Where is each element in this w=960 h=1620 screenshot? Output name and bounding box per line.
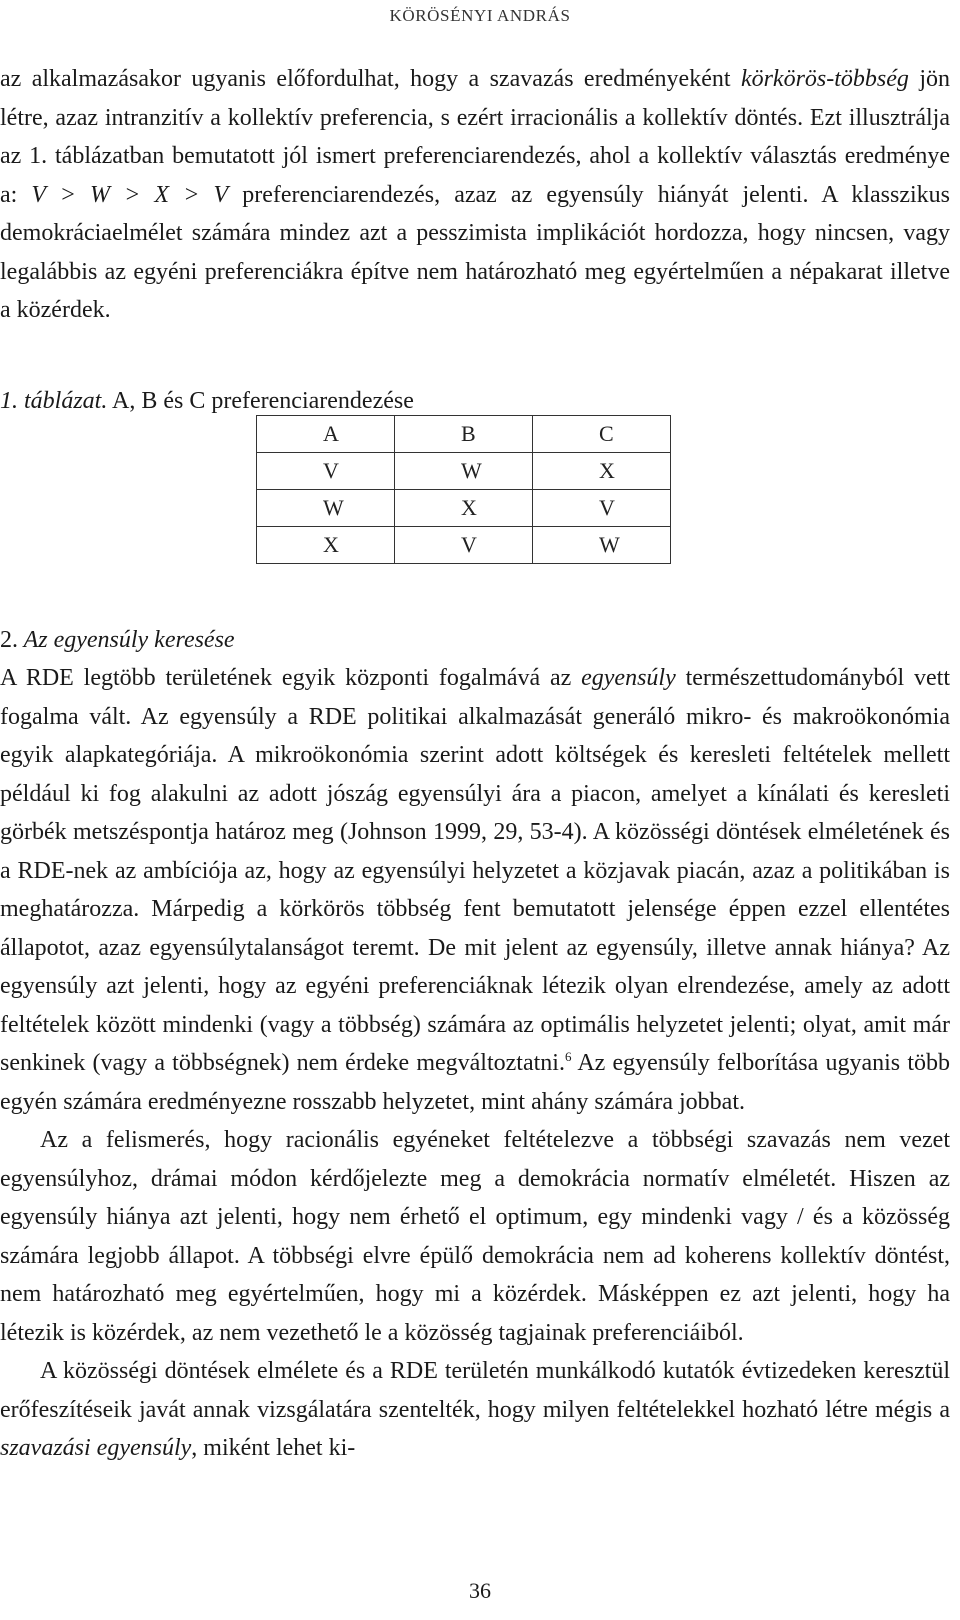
table-header-cell: B xyxy=(395,416,533,453)
emphasis: körkörös-többség xyxy=(740,66,909,92)
emphasis: szavazási egyensúly xyxy=(0,1435,192,1461)
table-header-cell: A xyxy=(257,416,395,453)
paragraph-research xyxy=(0,1352,950,1468)
body-text xyxy=(0,659,950,1468)
page-number: 36 xyxy=(469,1578,491,1603)
table-row xyxy=(257,453,671,490)
preference-order: V > W > X > V xyxy=(31,181,229,208)
preference-table xyxy=(256,415,671,564)
table-row xyxy=(257,490,671,527)
table-cell: W xyxy=(395,453,533,490)
footnote-ref[interactable]: 6 xyxy=(564,1049,572,1064)
text: A közösségi döntések elmélete és a RDE területén munkálkodó kutatók évtizedeken keresztül erőfeszítéseik javát annak vizsgálatára szentelték, hogy milyen feltételekkel hozható létre mégis a xyxy=(0,1358,950,1423)
table-cell: V xyxy=(395,527,533,564)
table-header-cell: C xyxy=(533,416,671,453)
paragraph-recognition: Az a felismerés, hogy racionális egyéneket feltételezve a többségi szavazás nem vezet egyensúlyhoz, drámai módon kérdőjelezte meg a demokrácia normatív elméletét. Hiszen az egyensúly hiánya azt jelenti, hogy nem érhető el optimum, egy mindenki vagy / és a közösség számára legjobb állapot. A többségi elvre épülő demokrácia nem ad koherens kollektív döntést, nem határozható meg egyértelműen, hogy mi a közérdek. Másképpen ez azt jelenti, hogy ha létezik is közérdek, az nem vezethető le a közösség tagjainak preferenciáiból. xyxy=(0,1127,950,1346)
table-caption-label: 1. táblázat. xyxy=(0,388,108,414)
table-row xyxy=(257,527,671,564)
table-row xyxy=(257,416,671,453)
table-caption-text: A, B és C preferenciarendezése xyxy=(107,388,414,414)
section-number: 2. xyxy=(0,627,18,653)
text: A RDE legtöbb területének egyik központi fogalmává az xyxy=(0,665,582,691)
table-cell: V xyxy=(257,453,395,490)
text: természettudományból vett fogalma vált. Az egyensúly a RDE politikai alkalmazását generáló mikro- és makroökonómia egyik alapkategóriája. A mikroökonómia szerint adott költségek és keresleti feltételek mellett például ki fog alakulni az adott jószág egyensúlyi ára a piacon, amelyet a kínálati és keresleti görbék metszéspontja határoz meg (Johnson 1999, 29, 53-4). A közösségi döntések elméletének és a RDE-nek az ambíciója az, hogy az egyensúlyi helyzetet a közjavak piacán, azaz a politikában is meghatározza. Márpedig a körkörös többség fent bemutatott jelensége éppen ezzel ellentétes állapotot, azaz egyensúlytalanságot teremt. De mit jelent az egyensúly, illetve annak hiánya? Az egyensúly azt jelenti, hogy az egyéni preferenciáknak létezik olyan elrendezése, amely az adott feltételek között mindenki (vagy a többség) számára az optimális helyzetet jelenti; olyat, amit már senkinek (vagy a többségnek) nem érdeke megváltoztatni. xyxy=(0,665,950,1076)
text: preferenciarendezés, azaz az egyensúly hiányát jelenti. A klasszikus demokráciaelmélet számára mindez azt a pesszimista implikációt hordozza, hogy nincsen, vagy legalábbis az egyéni preferenciákra építve nem határozható meg egyértelműen a népakarat illetve a közérdek. xyxy=(0,181,950,323)
text: jön létre, azaz intranzitív a kollektív preferencia, s ezért irracionális a kollektív döntés. Ezt illusztrálja az 1. táblázatban bemutatott jól ismert preferenciarendezés, ahol a kollektív választás eredménye a: xyxy=(0,66,950,208)
table-cell: W xyxy=(533,527,671,564)
table-cell: W xyxy=(257,490,395,527)
emphasis: egyensúly xyxy=(581,665,676,691)
text: az alkalmazásakor ugyanis előfordulhat, hogy a szavazás eredményeként xyxy=(0,66,741,92)
table-cell: X xyxy=(395,490,533,527)
paragraph-equilibrium xyxy=(0,659,950,1121)
table-cell: V xyxy=(533,490,671,527)
section-heading xyxy=(0,621,235,660)
text: , miként lehet ki- xyxy=(191,1435,356,1461)
running-header: KÖRÖSÉNYI ANDRÁS xyxy=(389,6,571,25)
text: Az egyensúly felborítása ugyanis több egyén számára eredményezne rosszabb helyzetet, mint ahány számára jobbat. xyxy=(0,1050,950,1115)
table-cell: X xyxy=(533,453,671,490)
paragraph-intro xyxy=(0,60,950,330)
table-cell: X xyxy=(257,527,395,564)
section-title: Az egyensúly keresése xyxy=(18,627,235,653)
